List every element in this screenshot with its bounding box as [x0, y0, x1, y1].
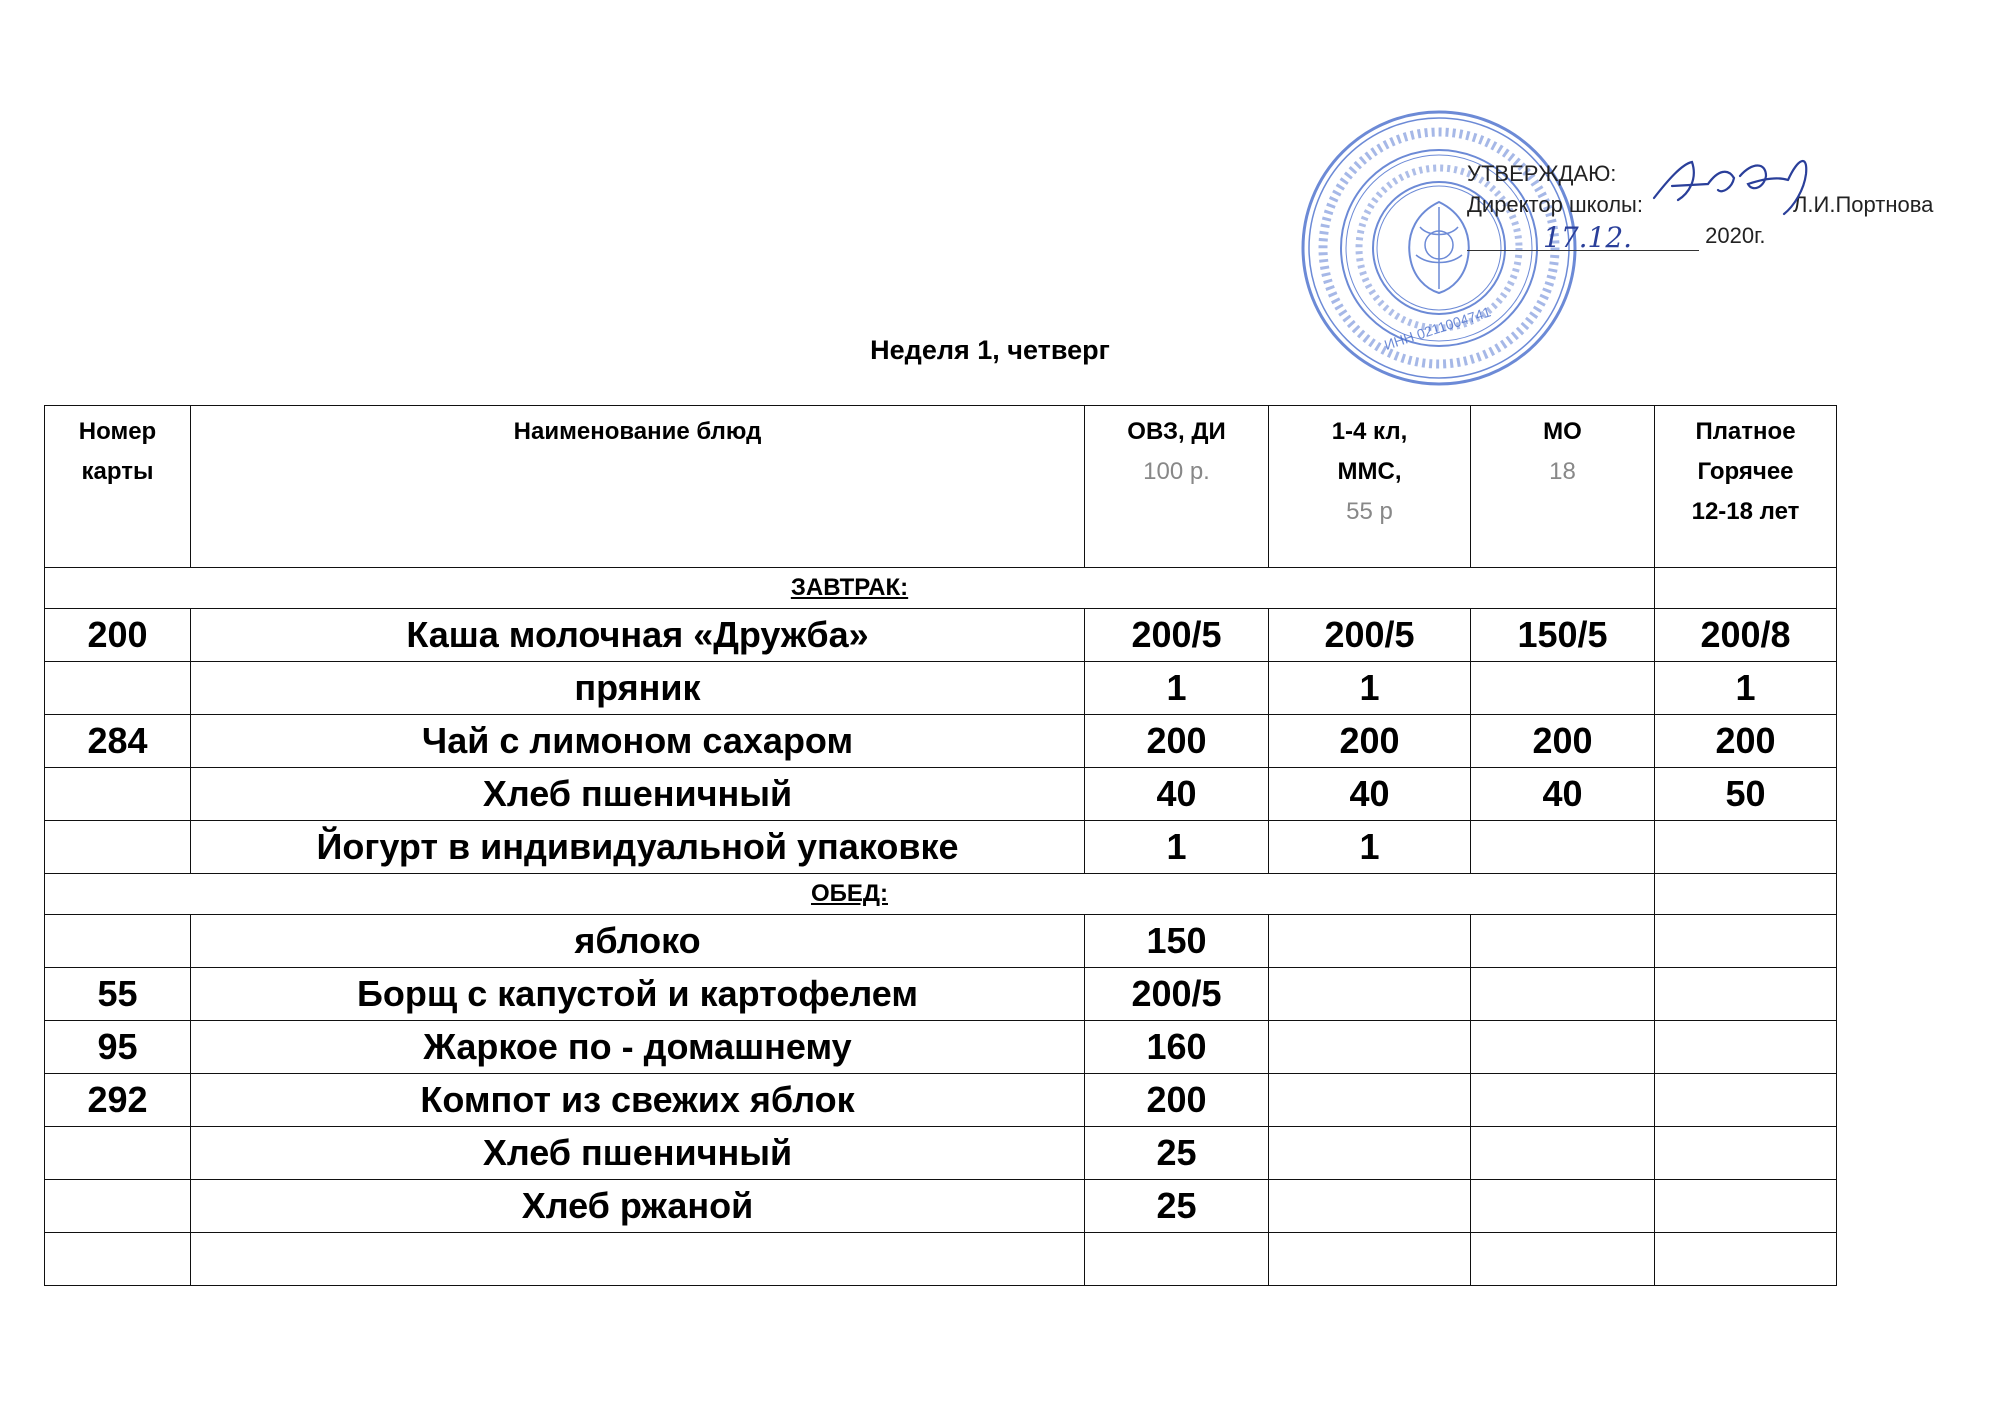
card-number [45, 662, 191, 715]
approval-year: 2020г. [1705, 223, 1766, 248]
portion-paid: 200 [1655, 715, 1837, 768]
portion-paid [1655, 1180, 1837, 1233]
portion-grades-1-4 [1269, 1233, 1471, 1286]
portion-grades-1-4 [1269, 1127, 1471, 1180]
dish-name: Чай с лимоном сахаром [191, 715, 1085, 768]
header-paid-hot: Платное Горячее 12-18 лет [1655, 406, 1837, 568]
portion-mo [1471, 662, 1655, 715]
dish-name: Жаркое по - домашнему [191, 1021, 1085, 1074]
section-row-breakfast [45, 568, 1837, 609]
approval-position: Директор школы: [1467, 192, 1643, 217]
portion-mo [1471, 1127, 1655, 1180]
portion-paid [1655, 821, 1837, 874]
portion-grades-1-4: 40 [1269, 768, 1471, 821]
card-number: 284 [45, 715, 191, 768]
approval-name: Л.И.Портнова [1792, 192, 1934, 217]
portion-mo [1471, 1180, 1655, 1233]
section-row-lunch [45, 874, 1837, 915]
header-grades-1-4: 1-4 кл, ММС, 55 р [1269, 406, 1471, 568]
menu-table [44, 405, 1837, 1286]
table-row [45, 1233, 1837, 1286]
portion-grades-1-4 [1269, 1021, 1471, 1074]
portion-mo [1471, 821, 1655, 874]
approval-date-handwritten: 17.12. [1543, 221, 1633, 254]
table-row [45, 821, 1837, 874]
portion-ovz: 200 [1085, 715, 1269, 768]
portion-ovz: 1 [1085, 662, 1269, 715]
section-title: ЗАВТРАК: [45, 568, 1655, 609]
approval-date-line [1467, 220, 1933, 254]
portion-paid [1655, 1021, 1837, 1074]
portion-mo: 150/5 [1471, 609, 1655, 662]
table-row [45, 968, 1837, 1021]
section-title: ОБЕД: [45, 874, 1655, 915]
card-number [45, 768, 191, 821]
header-card-number: Номер карты [45, 406, 191, 568]
portion-paid: 50 [1655, 768, 1837, 821]
dish-name: Хлеб пшеничный [191, 1127, 1085, 1180]
portion-ovz: 200 [1085, 1074, 1269, 1127]
portion-grades-1-4: 1 [1269, 662, 1471, 715]
director-signature [1648, 150, 1818, 220]
card-number: 95 [45, 1021, 191, 1074]
portion-ovz [1085, 1233, 1269, 1286]
header-ovz: ОВЗ, ДИ 100 р. [1085, 406, 1269, 568]
dish-name: Каша молочная «Дружба» [191, 609, 1085, 662]
table-row [45, 609, 1837, 662]
table-row [45, 662, 1837, 715]
card-number [45, 915, 191, 968]
portion-grades-1-4 [1269, 915, 1471, 968]
portion-grades-1-4: 200 [1269, 715, 1471, 768]
stamp-inn-text: ИНН 0211004741 [1382, 303, 1493, 354]
portion-grades-1-4 [1269, 1074, 1471, 1127]
card-number: 200 [45, 609, 191, 662]
dish-name: яблоко [191, 915, 1085, 968]
dish-name: Борщ с капустой и картофелем [191, 968, 1085, 1021]
header-mo: МО 18 [1471, 406, 1655, 568]
portion-ovz: 200/5 [1085, 968, 1269, 1021]
portion-grades-1-4 [1269, 968, 1471, 1021]
portion-ovz: 150 [1085, 915, 1269, 968]
portion-paid [1655, 1233, 1837, 1286]
portion-ovz: 25 [1085, 1180, 1269, 1233]
table-row [45, 768, 1837, 821]
portion-mo: 40 [1471, 768, 1655, 821]
dish-name: Хлеб ржаной [191, 1180, 1085, 1233]
portion-ovz: 1 [1085, 821, 1269, 874]
table-row [45, 715, 1837, 768]
portion-paid [1655, 915, 1837, 968]
page-title: Неделя 1, четверг [870, 335, 1110, 365]
portion-grades-1-4 [1269, 1180, 1471, 1233]
portion-mo: 200 [1471, 715, 1655, 768]
portion-mo [1471, 1233, 1655, 1286]
dish-name: Йогурт в индивидуальной упаковке [191, 821, 1085, 874]
table-row [45, 1127, 1837, 1180]
portion-mo [1471, 968, 1655, 1021]
header-dish-name: Наименование блюд [191, 406, 1085, 568]
portion-grades-1-4: 200/5 [1269, 609, 1471, 662]
portion-paid [1655, 968, 1837, 1021]
card-number: 55 [45, 968, 191, 1021]
portion-ovz: 25 [1085, 1127, 1269, 1180]
card-number [45, 1180, 191, 1233]
dish-name: пряник [191, 662, 1085, 715]
portion-ovz: 40 [1085, 768, 1269, 821]
table-row [45, 1021, 1837, 1074]
card-number [45, 821, 191, 874]
dish-name: Хлеб пшеничный [191, 768, 1085, 821]
dish-name: Компот из свежих яблок [191, 1074, 1085, 1127]
portion-mo [1471, 1021, 1655, 1074]
portion-ovz: 160 [1085, 1021, 1269, 1074]
dish-name [191, 1233, 1085, 1286]
portion-paid: 200/8 [1655, 609, 1837, 662]
portion-paid [1655, 1127, 1837, 1180]
card-number [45, 1127, 191, 1180]
portion-grades-1-4: 1 [1269, 821, 1471, 874]
approval-heading: УТВЕРЖДАЮ: [1467, 161, 1617, 186]
table-row [45, 1180, 1837, 1233]
table-row [45, 915, 1837, 968]
portion-mo [1471, 915, 1655, 968]
table-row [45, 1074, 1837, 1127]
date-underline [1467, 221, 1699, 254]
portion-paid: 1 [1655, 662, 1837, 715]
portion-paid [1655, 1074, 1837, 1127]
header-row [45, 406, 1837, 568]
card-number [45, 1233, 191, 1286]
portion-ovz: 200/5 [1085, 609, 1269, 662]
portion-mo [1471, 1074, 1655, 1127]
card-number: 292 [45, 1074, 191, 1127]
